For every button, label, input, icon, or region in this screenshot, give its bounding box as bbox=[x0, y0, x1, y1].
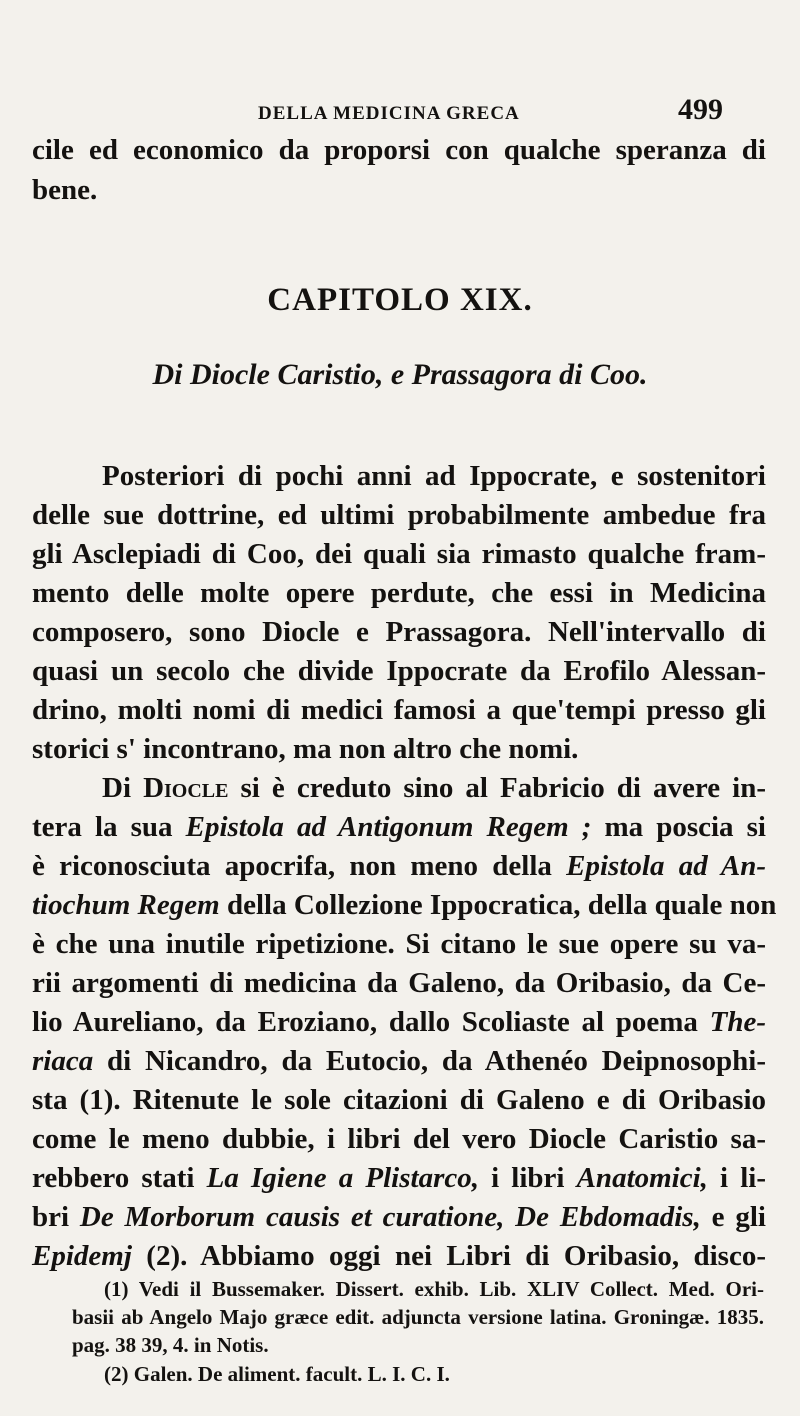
text-line: storici s' incontrano, ma non altro che nomi. bbox=[32, 733, 579, 765]
book-title: riaca bbox=[32, 1045, 94, 1077]
book-title: tiochum Regem bbox=[32, 889, 220, 921]
book-title: Anatomici, bbox=[576, 1162, 708, 1194]
text-line: rii argomenti di medicina da Galeno, da Oribasio, da Ce- bbox=[32, 967, 766, 999]
text-line: delle sue dottrine, ed ultimi probabilmente ambedue fra bbox=[32, 499, 766, 531]
footnote-1-cont: basii ab Angelo Majo græce edit. adjuncta versione latina. Groningæ. 1835. bbox=[72, 1305, 764, 1329]
text-run: tera la sua bbox=[32, 811, 186, 843]
text-line bbox=[32, 1160, 766, 1196]
text-run: ma poscia si bbox=[591, 811, 766, 843]
book-title: The- bbox=[709, 1006, 766, 1038]
book-title: Epistola ad An- bbox=[566, 850, 767, 882]
page-number: 499 bbox=[678, 93, 723, 126]
text-line: è che una inutile ripetizione. Si citano le sue opere su va- bbox=[32, 928, 766, 960]
text-line: sta (1). Ritenute le sole citazioni di Galeno e di Oribasio bbox=[32, 1084, 766, 1116]
text-line: cile ed economico da proporsi con qualche speranza di bbox=[32, 134, 766, 166]
text-line bbox=[32, 1043, 766, 1079]
text-run: della Collezione Ippocratica, della quale non bbox=[219, 889, 777, 921]
text-line bbox=[32, 1199, 766, 1235]
text-line bbox=[32, 887, 777, 923]
text-line bbox=[32, 809, 766, 845]
text-run: lio Aureliano, da Eroziano, dallo Scoliaste al poema bbox=[32, 1006, 710, 1038]
chapter-subtitle: Di Diocle Caristio, e Prassagora di Coo. bbox=[152, 358, 648, 391]
text-line: gli Asclepiadi di Coo, dei quali sia rimasto qualche fram- bbox=[32, 538, 766, 570]
text-line: quasi un secolo che divide Ippocrate da Erofilo Alessan- bbox=[32, 655, 766, 687]
book-title: Epidemj bbox=[32, 1240, 132, 1272]
text-run: si è creduto sino al Fabricio di avere in- bbox=[228, 772, 766, 804]
book-title: De Morborum causis et curatione, De Ebdomadis, bbox=[79, 1201, 701, 1233]
text-line: bene. bbox=[32, 174, 98, 206]
page-header bbox=[0, 93, 800, 133]
author-name-diocle: Diocle bbox=[143, 772, 229, 804]
text-line: drino, molti nomi di medici famosi a que'tempi presso gli bbox=[32, 694, 766, 726]
text-run: (2). Abbiamo oggi nei Libri di Oribasio, disco- bbox=[131, 1240, 766, 1272]
text-run: di Nicandro, da Eutocio, da Athenéo Deipnosophi- bbox=[93, 1045, 766, 1077]
text-run: i libri bbox=[478, 1162, 577, 1194]
text-line bbox=[32, 848, 766, 884]
footnote-2: (2) Galen. De aliment. facult. L. I. C. I. bbox=[104, 1362, 450, 1386]
text-line: composero, sono Diocle e Prassagora. Nell'intervallo di bbox=[32, 616, 766, 648]
chapter-title: CAPITOLO XIX. bbox=[267, 282, 533, 318]
text-line bbox=[32, 770, 766, 806]
footnote-1: (1) Vedi il Bussemaker. Dissert. exhib. Lib. XLIV Collect. Med. Ori- bbox=[104, 1277, 764, 1301]
text-line: come le meno dubbie, i libri del vero Diocle Caristio sa- bbox=[32, 1123, 766, 1155]
text-line bbox=[32, 1004, 766, 1040]
text-run: Di bbox=[102, 772, 144, 804]
text-run: rebbero stati bbox=[32, 1162, 207, 1194]
book-title: La Igiene a Plistarco, bbox=[206, 1162, 479, 1194]
text-line: Posteriori di pochi anni ad Ippocrate, e sostenitori bbox=[102, 460, 766, 492]
text-run: i li- bbox=[707, 1162, 766, 1194]
footnote-1-cont: pag. 38 39, 4. in Notis. bbox=[72, 1333, 269, 1357]
book-title: Epistola ad Antigonum Regem ; bbox=[185, 811, 592, 843]
text-line: mento delle molte opere perdute, che essi in Medicina bbox=[32, 577, 766, 609]
running-title: DELLA MEDICINA GRECA bbox=[258, 103, 520, 124]
text-line bbox=[32, 1238, 766, 1274]
text-run: e gli bbox=[700, 1201, 766, 1233]
text-run: bri bbox=[32, 1201, 80, 1233]
text-run: è riconosciuta apocrifa, non meno della bbox=[32, 850, 567, 882]
